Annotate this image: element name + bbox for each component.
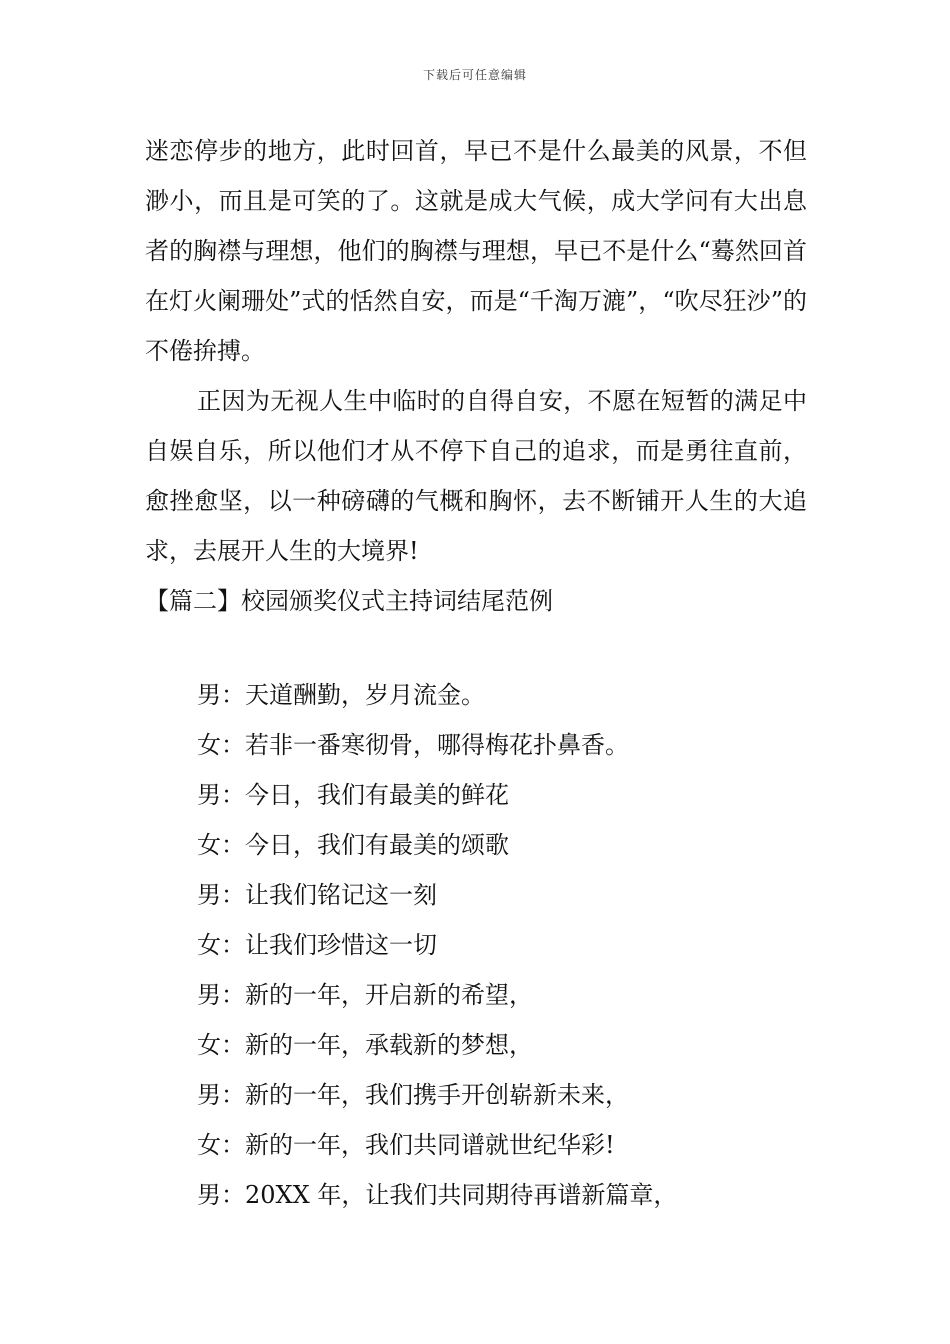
paragraph-1: 迷恋停步的地方，此时回首，早已不是什么最美的风景，不但渺小，而且是可笑的了。这就是成大气候，成大学问有大出息者的胸襟与理想，他们的胸襟与理想，早已不是什么“蓦然回首在灯火阑珊处”式的恬然自安，而是“千淘万漉”，“吹尽狂沙”的不倦拚搏。 bbox=[145, 137, 807, 365]
header-note: 下载后可任意编辑 bbox=[422, 68, 527, 82]
dialogue-line: 男：20XX 年，让我们共同期待再谱新篇章， bbox=[197, 1181, 678, 1209]
section-title: 【篇二】校园颁奖仪式主持词结尾范例 bbox=[145, 587, 553, 615]
dialogue-block bbox=[197, 670, 807, 1220]
dialogue-line: 女：今日，我们有最美的颂歌 bbox=[197, 831, 509, 859]
body-text bbox=[145, 126, 807, 626]
dialogue-line: 男：让我们铭记这一刻 bbox=[197, 881, 437, 909]
dialogue-line: 女：新的一年，我们共同谱就世纪华彩! bbox=[197, 1131, 615, 1159]
dialogue-line: 女：让我们珍惜这一切 bbox=[197, 931, 437, 959]
dialogue-line: 男：天道酬勤，岁月流金。 bbox=[197, 681, 485, 709]
dialogue-line: 女：新的一年，承载新的梦想， bbox=[197, 1031, 533, 1059]
dialogue-line: 男：新的一年，开启新的希望， bbox=[197, 981, 533, 1009]
dialogue-line: 女：若非一番寒彻骨，哪得梅花扑鼻香。 bbox=[197, 731, 629, 759]
dialogue-line: 男：今日，我们有最美的鲜花 bbox=[197, 781, 509, 809]
dialogue-line: 男：新的一年，我们携手开创崭新未来， bbox=[197, 1081, 629, 1109]
paragraph-2: 正因为无视人生中临时的自得自安，不愿在短暂的满足中自娱自乐，所以他们才从不停下自己的追求，而是勇往直前，愈挫愈坚，以一种磅礴的气概和胸怀，去不断铺开人生的大追求，去展开人生的大境界! bbox=[145, 387, 807, 565]
